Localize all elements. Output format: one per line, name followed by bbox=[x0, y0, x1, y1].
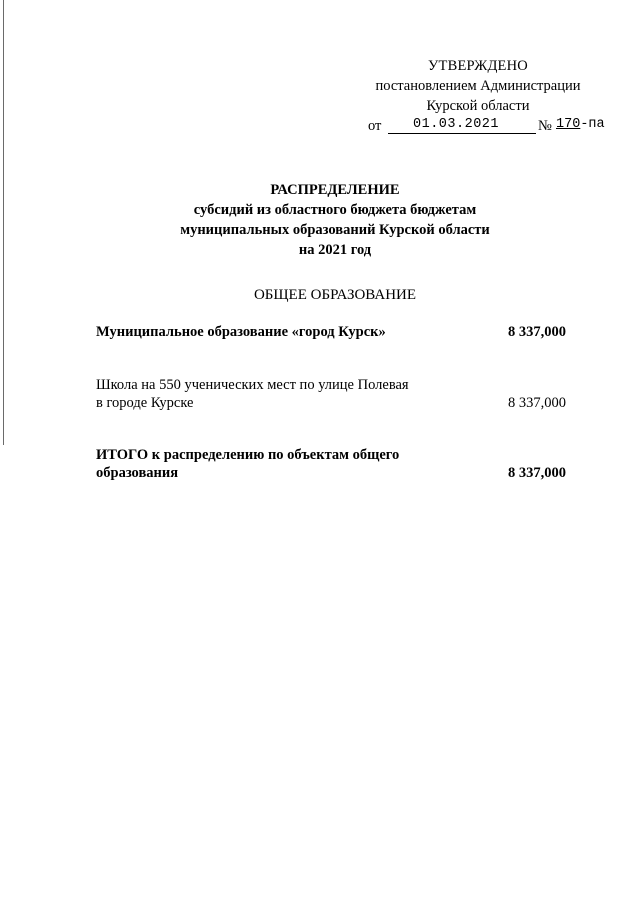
page-edge-line bbox=[3, 0, 4, 445]
approval-line-1: постановлением Администрации bbox=[375, 78, 581, 94]
heading-line-1: субсидий из областного бюджета бюджетам bbox=[193, 202, 477, 218]
section-title: ОБЩЕЕ ОБРАЗОВАНИЕ bbox=[253, 287, 417, 303]
approval-number-value: 170 bbox=[556, 117, 581, 132]
date-prefix: от bbox=[368, 118, 382, 134]
total-row bbox=[96, 446, 568, 482]
approval-title: УТВЕРЖДЕНО bbox=[428, 58, 528, 74]
total-label-line-2: образования bbox=[96, 465, 179, 481]
document-heading bbox=[140, 180, 530, 260]
school-amount: 8 337,000 bbox=[508, 395, 566, 411]
municipality-label: Муниципальное образование «город Курск» bbox=[96, 324, 386, 340]
total-amount: 8 337,000 bbox=[508, 465, 566, 481]
school-row bbox=[96, 376, 568, 412]
total-label-line-1: ИТОГО к распределению по объектам общего bbox=[96, 447, 400, 463]
municipality-amount: 8 337,000 bbox=[508, 324, 566, 340]
school-label-line-1: Школа на 550 ученических мест по улице Полевая bbox=[96, 377, 409, 393]
approval-date: 01.03.2021 bbox=[413, 117, 500, 132]
approval-number-suffix: -па bbox=[580, 117, 605, 132]
school-label-line-2: в городе Курске bbox=[96, 395, 194, 411]
school-label bbox=[96, 376, 436, 412]
approval-stamp bbox=[358, 56, 605, 136]
approval-date-line bbox=[358, 116, 605, 136]
number-sign: № bbox=[538, 118, 552, 134]
heading-title: РАСПРЕДЕЛЕНИЕ bbox=[270, 182, 400, 198]
heading-line-2: муниципальных образований Курской области bbox=[180, 222, 490, 238]
total-label bbox=[96, 446, 436, 482]
heading-line-3: на 2021 год bbox=[298, 242, 372, 258]
approval-line-2: Курской области bbox=[426, 98, 530, 114]
municipality-row bbox=[96, 323, 568, 341]
approval-number bbox=[556, 115, 605, 135]
